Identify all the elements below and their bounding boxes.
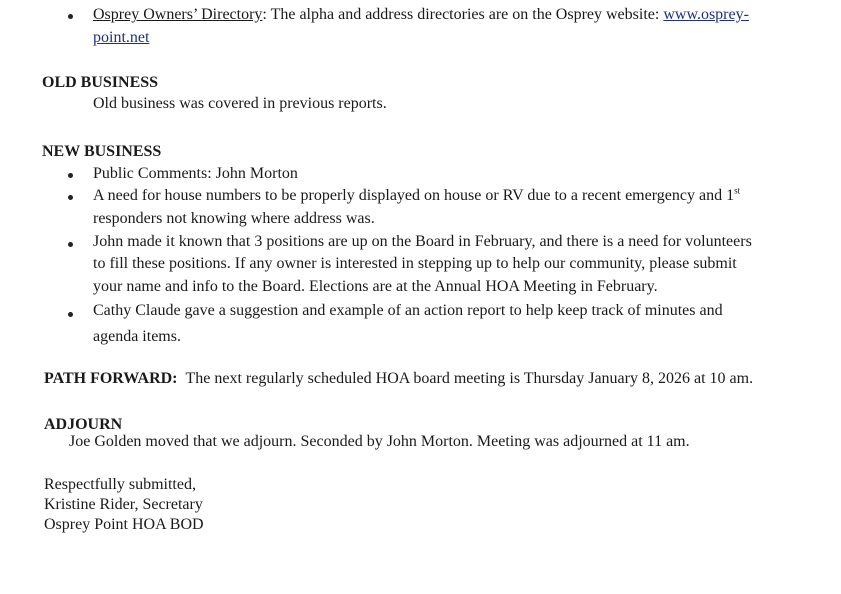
bullet xyxy=(68,14,73,19)
new-business-heading: NEW BUSINESS xyxy=(42,143,162,160)
signer-org: Osprey Point HOA BOD xyxy=(44,516,204,533)
signer-name: Kristine Rider, Secretary xyxy=(44,496,203,513)
old-business-text: Old business was covered in previous reports. xyxy=(93,95,387,112)
list-item xyxy=(93,186,740,206)
list-item-cont: agenda items. xyxy=(93,328,181,345)
path-forward-heading: PATH FORWARD: xyxy=(44,370,178,387)
path-forward-text: The next regularly scheduled HOA board meeting is Thursday January 8, 2026 at 10 am. xyxy=(185,370,754,387)
bullet xyxy=(68,242,73,247)
bullet xyxy=(68,312,73,317)
list-item: Public Comments: John Morton xyxy=(93,165,298,182)
list-item: John made it known that 3 positions are up on the Board in February, and there is a need for volunteers xyxy=(93,233,752,250)
website-link-cont[interactable]: point.net xyxy=(93,29,150,46)
directory-text: : The alpha and address directories are on the Osprey website: xyxy=(262,6,664,23)
path-forward xyxy=(44,369,753,389)
bullet xyxy=(68,195,73,200)
website-link[interactable]: www.osprey- xyxy=(663,6,749,23)
directory-line xyxy=(93,5,749,25)
list-item: Cathy Claude gave a suggestion and example of an action report to help keep track of minutes and xyxy=(93,302,723,319)
old-business-heading: OLD BUSINESS xyxy=(42,74,159,91)
list-item-cont: your name and info to the Board. Elections are at the Annual HOA Meeting in February. xyxy=(93,278,658,295)
list-item-cont: to fill these positions. If any owner is interested in stepping up to help our community, please submit xyxy=(93,255,737,272)
closing: Respectfully submitted, xyxy=(44,476,196,493)
list-item-cont: responders not knowing where address was. xyxy=(93,210,375,227)
bullet xyxy=(68,173,73,178)
superscript: st xyxy=(734,185,741,196)
adjourn-text: Joe Golden moved that we adjourn. Seconded by John Morton. Meeting was adjourned at 11 am. xyxy=(69,433,690,450)
adjourn-heading: ADJOURN xyxy=(44,416,123,433)
list-item-text: A need for house numbers to be properly displayed on house or RV due to a recent emergency and 1 xyxy=(93,187,735,204)
directory-label: Osprey Owners’ Directory xyxy=(93,6,263,23)
